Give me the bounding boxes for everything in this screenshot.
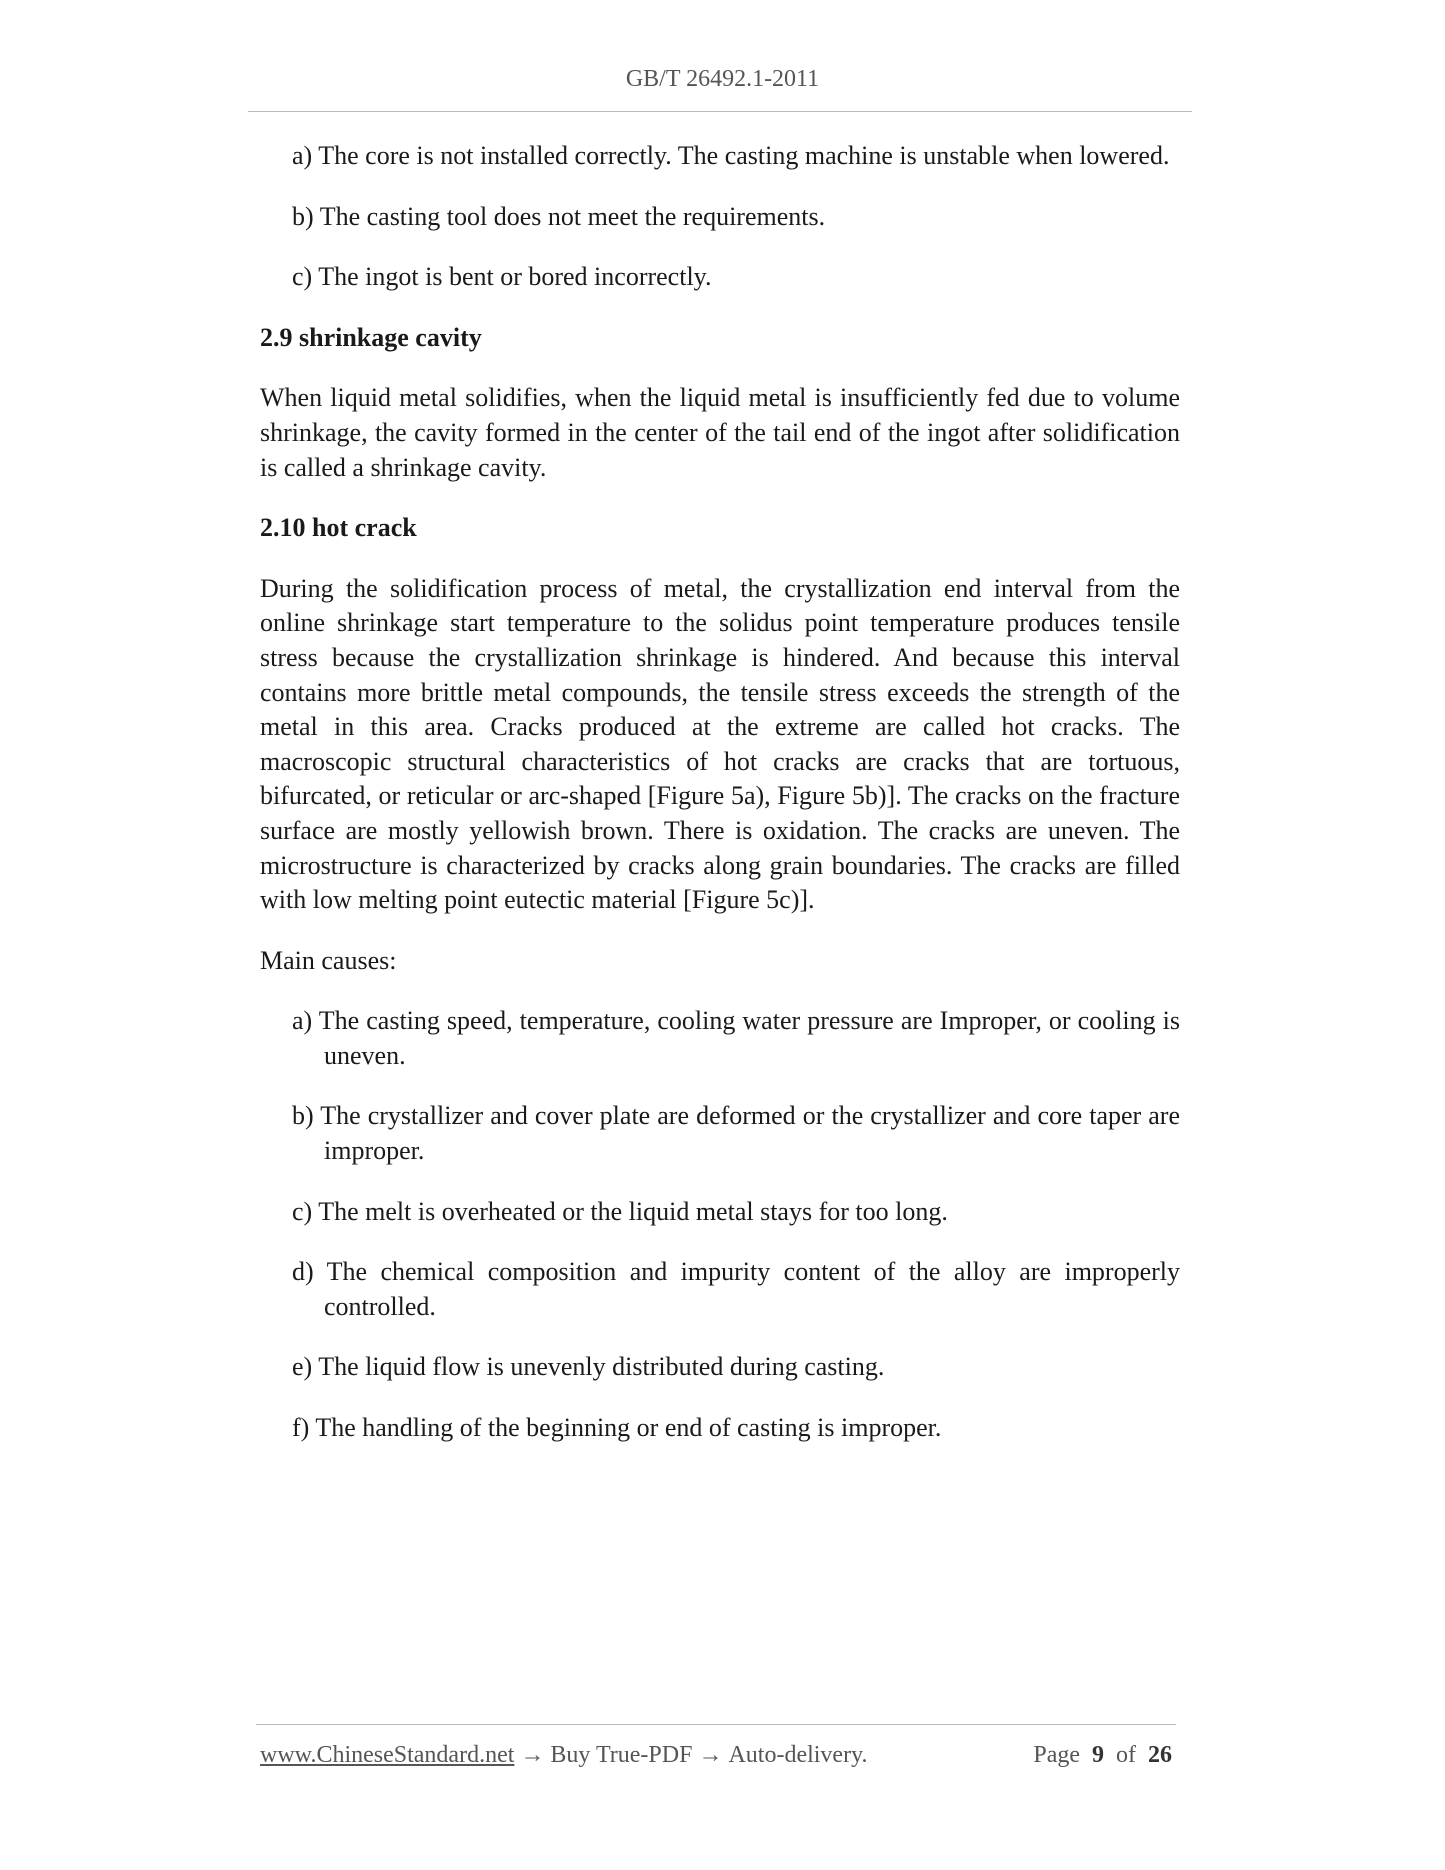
arrow-right-icon: →: [520, 1742, 545, 1768]
cause-item: a) The casting speed, temperature, cooling water pressure are Improper, or cooling is uneven.: [292, 1006, 1180, 1070]
list-item: b) The casting tool does not meet the requirements.: [292, 201, 826, 231]
page-content: [260, 139, 1180, 1472]
site-link[interactable]: www.ChineseStandard.net: [260, 1742, 515, 1768]
section-heading-2-10: 2.10 hot crack: [260, 513, 417, 543]
footer-divider: [256, 1724, 1176, 1725]
list-item: a) The core is not installed correctly. The casting machine is unstable when lowered.: [292, 141, 1170, 170]
causes-label: Main causes:: [260, 945, 397, 975]
delivery-text: Auto-delivery.: [728, 1742, 868, 1768]
section-heading-2-9: 2.9 shrinkage cavity: [260, 322, 482, 352]
cause-item: e) The liquid flow is unevenly distributed during casting.: [292, 1352, 885, 1382]
list-item: c) The ingot is bent or bored incorrectly.: [292, 262, 712, 292]
footer-links: [260, 1742, 868, 1769]
page-word: Page: [1033, 1742, 1080, 1768]
cause-item: f) The handling of the beginning or end of casting is improper.: [292, 1413, 942, 1443]
section-body-2-10: During the solidification process of metal, the crystallization end interval from the online shrinkage start temperature to the solidus point temperature produces tensile stress because the crystallization shrinkage is hindered. And because this interval contains more brittle metal compounds, the tensile stress exceeds the strength of the metal in this area. Cracks produced at the extreme are called hot cracks. The macroscopic structural characteristics of hot cracks are cracks that are tortuous, bifurcated, or reticular or arc-shaped [Figure 5a), Figure 5b)]. The cracks on the fracture surface are mostly yellowish brown. There is oxidation. The cracks are uneven. The microstructure is characterized by cracks along grain boundaries. The cracks are filled with low melting point eutectic material [Figure 5c)].: [260, 573, 1180, 915]
of-word: of: [1116, 1742, 1136, 1768]
cause-item: b) The crystallizer and cover plate are deformed or the crystallizer and core taper are improper.: [292, 1101, 1180, 1166]
page-current: 9: [1092, 1742, 1104, 1768]
document-code: GB/T 26492.1-2011: [625, 66, 820, 92]
section-body-2-9: When liquid metal solidifies, when the liquid metal is insufficiently fed due to volume shrinkage, the cavity formed in the center of the tail end of the ingot after solidification is called a shrinkage cavity.: [260, 383, 1180, 482]
header-divider: [248, 111, 1192, 112]
arrow-right-icon: →: [698, 1742, 723, 1768]
page-footer: [260, 1742, 1172, 1769]
cause-item: d) The chemical composition and impurity content of the alloy are improperly controlled.: [292, 1257, 1180, 1321]
cause-item: c) The melt is overheated or the liquid metal stays for too long.: [292, 1196, 948, 1226]
page-indicator: [1033, 1742, 1172, 1769]
page-total: 26: [1148, 1742, 1172, 1768]
buy-text: Buy True-PDF: [550, 1742, 693, 1768]
